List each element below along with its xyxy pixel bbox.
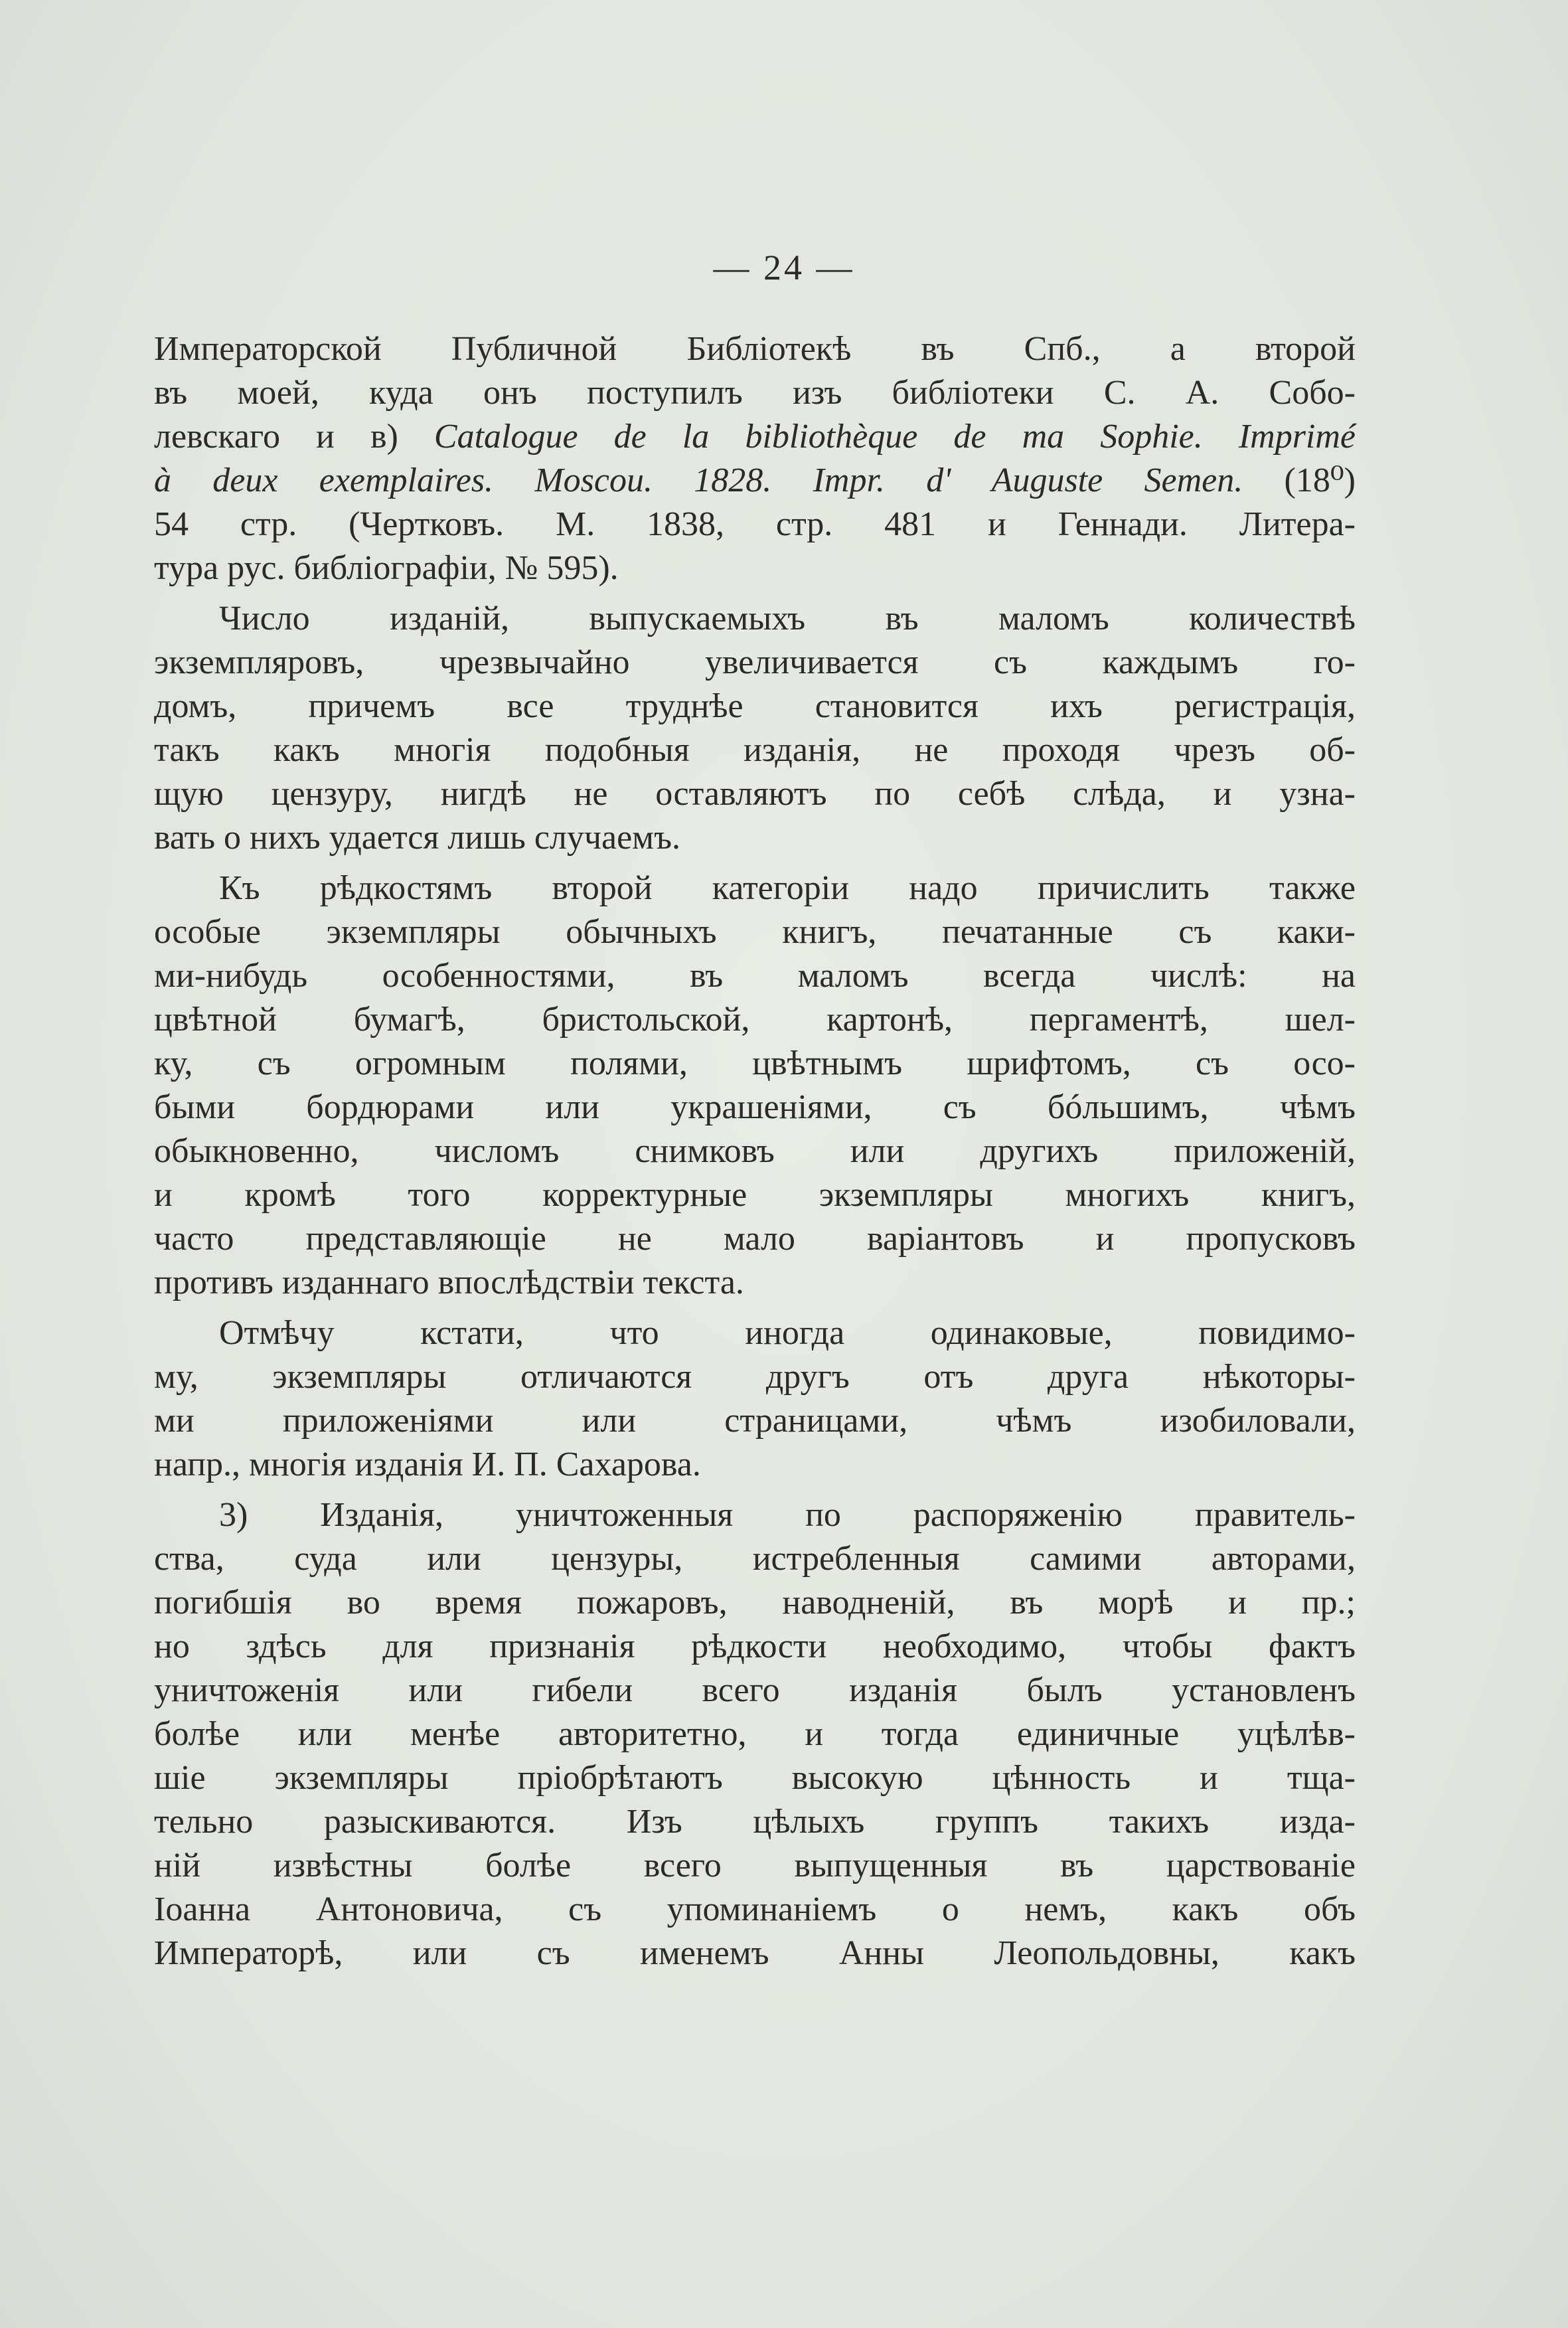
text-line: въ моей, куда онъ поступилъ изъ библіотеки С. А. Собо- [154, 374, 1356, 412]
text-line [154, 415, 1356, 459]
text-line: ми-нибудь особенностями, въ маломъ всегда числѣ: на [154, 957, 1356, 995]
text-fragment: левскаго и в) [154, 418, 398, 456]
paragraph-start: 3) Изданія, уничтоженныя по распоряженію правитель- [219, 1496, 1356, 1534]
text-line: часто представляющіе не мало варіантовъ и пропусковъ [154, 1220, 1356, 1258]
text-line: быми бордюрами или украшеніями, съ бóльшимъ, чѣмъ [154, 1088, 1356, 1126]
paragraph-start: Къ рѣдкостямъ второй категоріи надо причислить также [219, 869, 1356, 907]
text-line: Императорѣ, или съ именемъ Анны Леопольдовны, какъ [154, 1934, 1356, 1972]
text-line: цвѣтной бумагѣ, бристольской, картонѣ, пергаментѣ, шел- [154, 1001, 1356, 1039]
text-line: ній извѣстны болѣе всего выпущенныя въ царствованіе [154, 1847, 1356, 1884]
text-fragment: (18⁰) [1284, 461, 1356, 499]
text-line: щую цензуру, нигдѣ не оставляютъ по себѣ слѣда, и узна- [154, 775, 1356, 813]
text-line: 54 стр. (Чертковъ. М. 1838, стр. 481 и Геннади. Литера- [154, 505, 1356, 543]
text-line: тельно разыскиваются. Изъ цѣлыхъ группъ такихъ изда- [154, 1803, 1356, 1841]
text-line: тура рус. библіографіи, № 595). [154, 549, 619, 587]
text-line: болѣе или менѣе авторитетно, и тогда единичные уцѣлѣв- [154, 1715, 1356, 1753]
text-line: ми приложеніями или страницами, чѣмъ изобиловали, [154, 1402, 1356, 1440]
text-line: ку, съ огромным полями, цвѣтнымъ шрифтомъ, съ осо- [154, 1044, 1356, 1082]
italic-title: à deux exemplaires. Moscou. 1828. Impr. d' Auguste Semen. [154, 461, 1243, 499]
text-line: но здѣсь для признанія рѣдкости необходимо, чтобы фактъ [154, 1627, 1356, 1665]
text-line: му, экземпляры отличаются другъ отъ друга нѣкоторы- [154, 1358, 1356, 1396]
text-line: особые экземпляры обычныхъ книгъ, печатанные съ каки- [154, 913, 1356, 951]
text-line: вать о нихъ удается лишь случаемъ. [154, 819, 680, 857]
text-line: шіе экземпляры пріобрѣтаютъ высокую цѣнность и тща- [154, 1759, 1356, 1797]
italic-title: Catalogue de la bibliothèque de ma Sophie. Imprimé [433, 418, 1356, 456]
text-line [154, 459, 1356, 503]
text-line: напр., многія изданія И. П. Сахарова. [154, 1446, 701, 1483]
text-line: обыкновенно, числомъ снимковъ или другихъ приложеній, [154, 1132, 1356, 1170]
text-line: домъ, причемъ все труднѣе становится ихъ регистрація, [154, 687, 1356, 725]
text-line: погибшія во время пожаровъ, наводненій, въ морѣ и пр.; [154, 1584, 1356, 1621]
text-line: такъ какъ многія подобныя изданія, не проходя чрезъ об- [154, 731, 1356, 769]
text-line: Императорской Публичной Библіотекѣ въ Спб., а второй [154, 330, 1356, 368]
page-number: — 24 — [713, 248, 855, 288]
text-line: и кромѣ того корректурные экземпляры многихъ книгъ, [154, 1176, 1356, 1214]
text-line: противъ изданнаго впослѣдствіи текста. [154, 1264, 744, 1301]
paragraph-start: Число изданій, выпускаемыхъ въ маломъ количествѣ [219, 600, 1356, 637]
text-line: ства, суда или цензуры, истребленныя самими авторами, [154, 1540, 1356, 1578]
paragraph-start: Отмѣчу кстати, что иногда одинаковые, повидимо- [219, 1314, 1356, 1352]
text-line: Іоанна Антоновича, съ упоминаніемъ о немъ, какъ объ [154, 1890, 1356, 1928]
body-text [154, 327, 1356, 1975]
text-line: уничтоженія или гибели всего изданія былъ установленъ [154, 1671, 1356, 1709]
text-line: экземпляровъ, чрезвычайно увеличивается съ каждымъ го- [154, 643, 1356, 681]
